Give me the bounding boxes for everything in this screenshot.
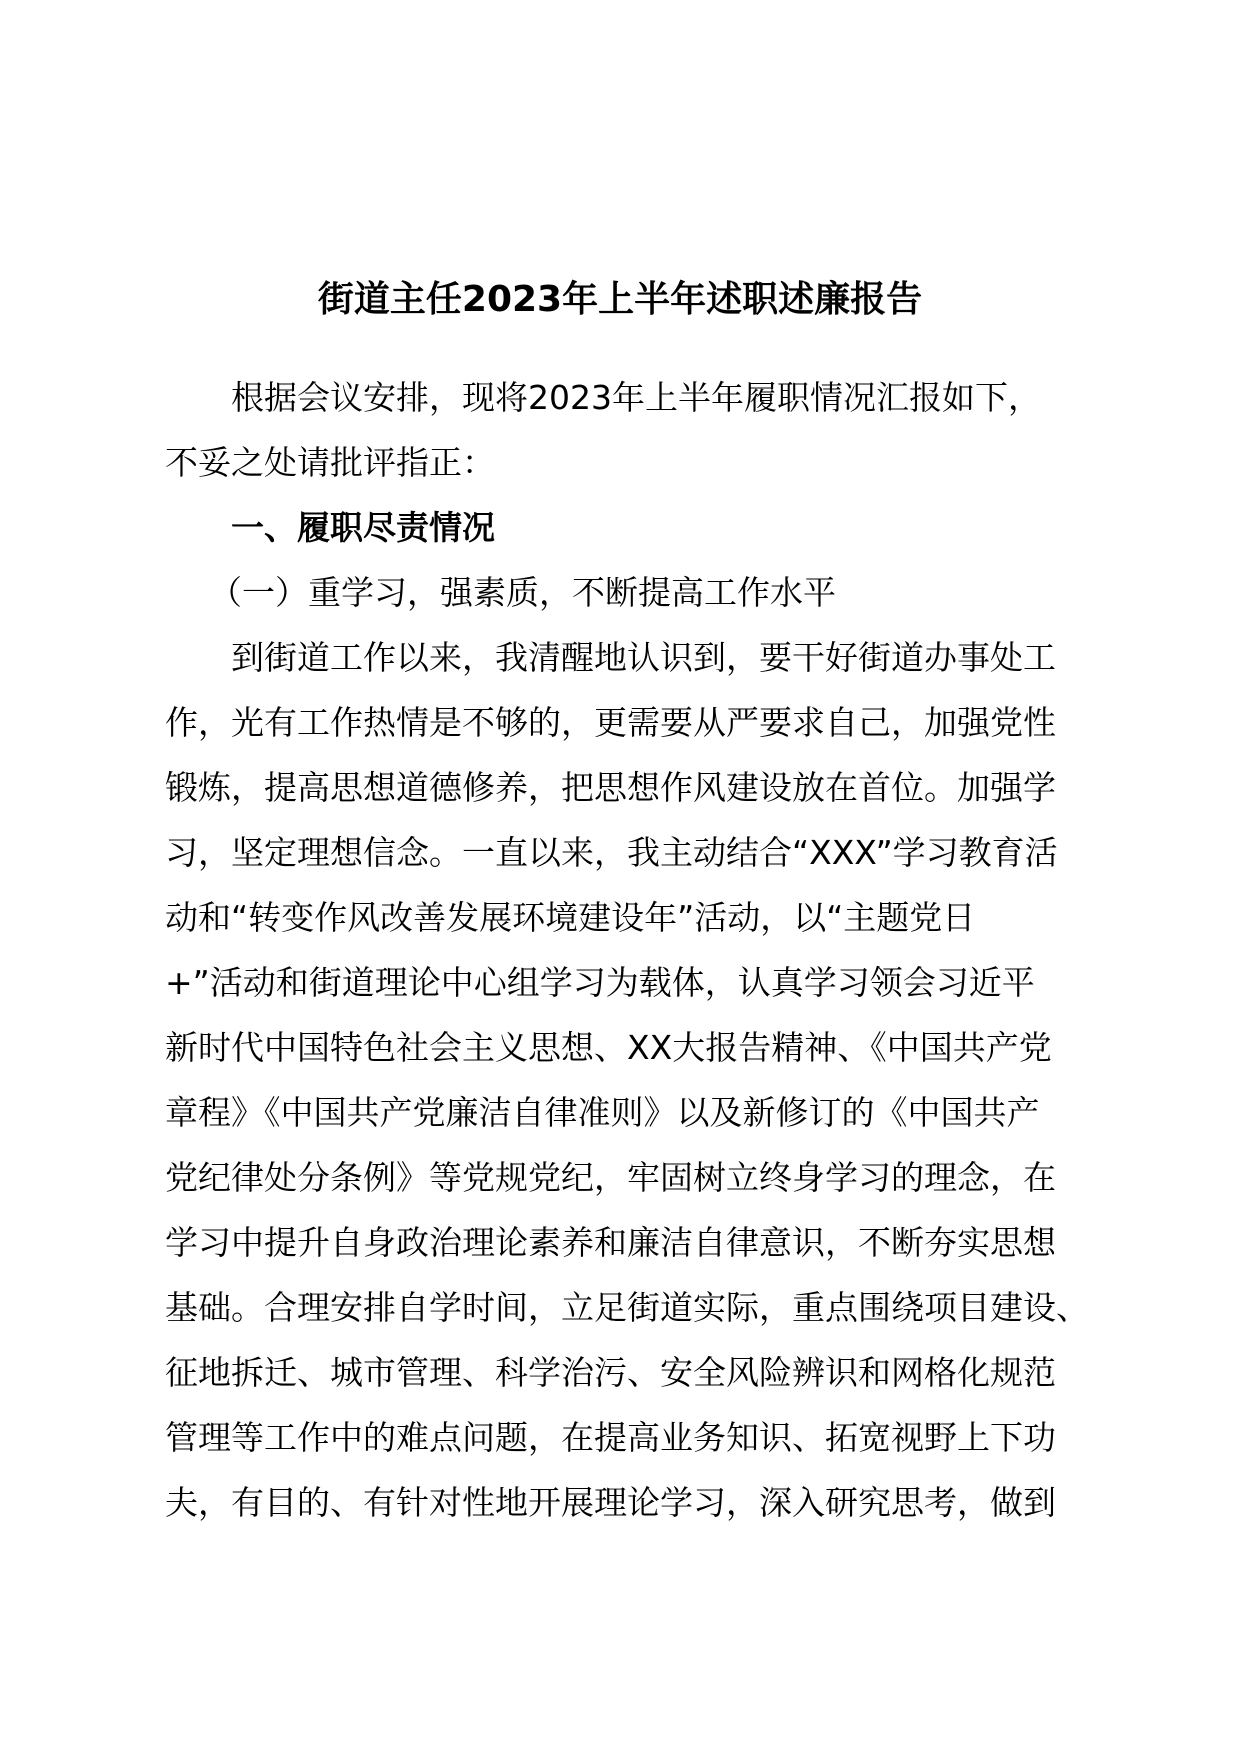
paragraph-line: 到街道工作以来，我清醒地认识到，要干好街道办事处工: [231, 638, 1056, 677]
paragraph-line: 管理等工作中的难点问题，在提高业务知识、拓宽视野上下功: [165, 1418, 1056, 1457]
paragraph-line: 锻炼，提高思想道德修养，把思想作风建设放在首位。加强学: [165, 768, 1056, 807]
paragraph-line: 动和“转变作风改善发展环境建设年”活动，以“主题党日: [165, 898, 976, 937]
paragraph-line: 新时代中国特色社会主义思想、XX大报告精神、《中国共产党: [165, 1028, 1052, 1067]
paragraph-line: 习，坚定理想信念。一直以来，我主动结合“XXX”学习教育活: [165, 833, 1058, 872]
intro-line: 不妥之处请批评指正：: [165, 443, 495, 482]
document-title: 街道主任2023年上半年述职述廉报告: [317, 279, 923, 320]
section-heading: 一、履职尽责情况: [231, 508, 495, 547]
paragraph-line: +”活动和街道理论中心组学习为载体，认真学习领会习近平: [165, 963, 1035, 1002]
paragraph-line: 章程》《中国共产党廉洁自律准则》以及新修订的《中国共产: [165, 1093, 1040, 1132]
paragraph-line: 学习中提升自身政治理论素养和廉洁自律意识，不断夯实思想: [165, 1223, 1056, 1262]
intro-line: 根据会议安排，现将2023年上半年履职情况汇报如下，: [231, 378, 1041, 417]
paragraph-line: 党纪律处分条例》等党规党纪，牢固树立终身学习的理念，在: [165, 1158, 1056, 1197]
paragraph-line: 作，光有工作热情是不够的，更需要从严要求自己，加强党性: [165, 703, 1056, 742]
document-body: [165, 365, 1088, 1535]
paragraph-line: 征地拆迁、城市管理、科学治污、安全风险辨识和网格化规范: [165, 1353, 1056, 1392]
paragraph-line: 夫，有目的、有针对性地开展理论学习，深入研究思考，做到: [165, 1483, 1056, 1522]
paragraph-line: 基础。合理安排自学时间，立足街道实际，重点围绕项目建设、: [165, 1288, 1089, 1327]
subsection-heading: （一）重学习，强素质，不断提高工作水平: [209, 573, 836, 612]
